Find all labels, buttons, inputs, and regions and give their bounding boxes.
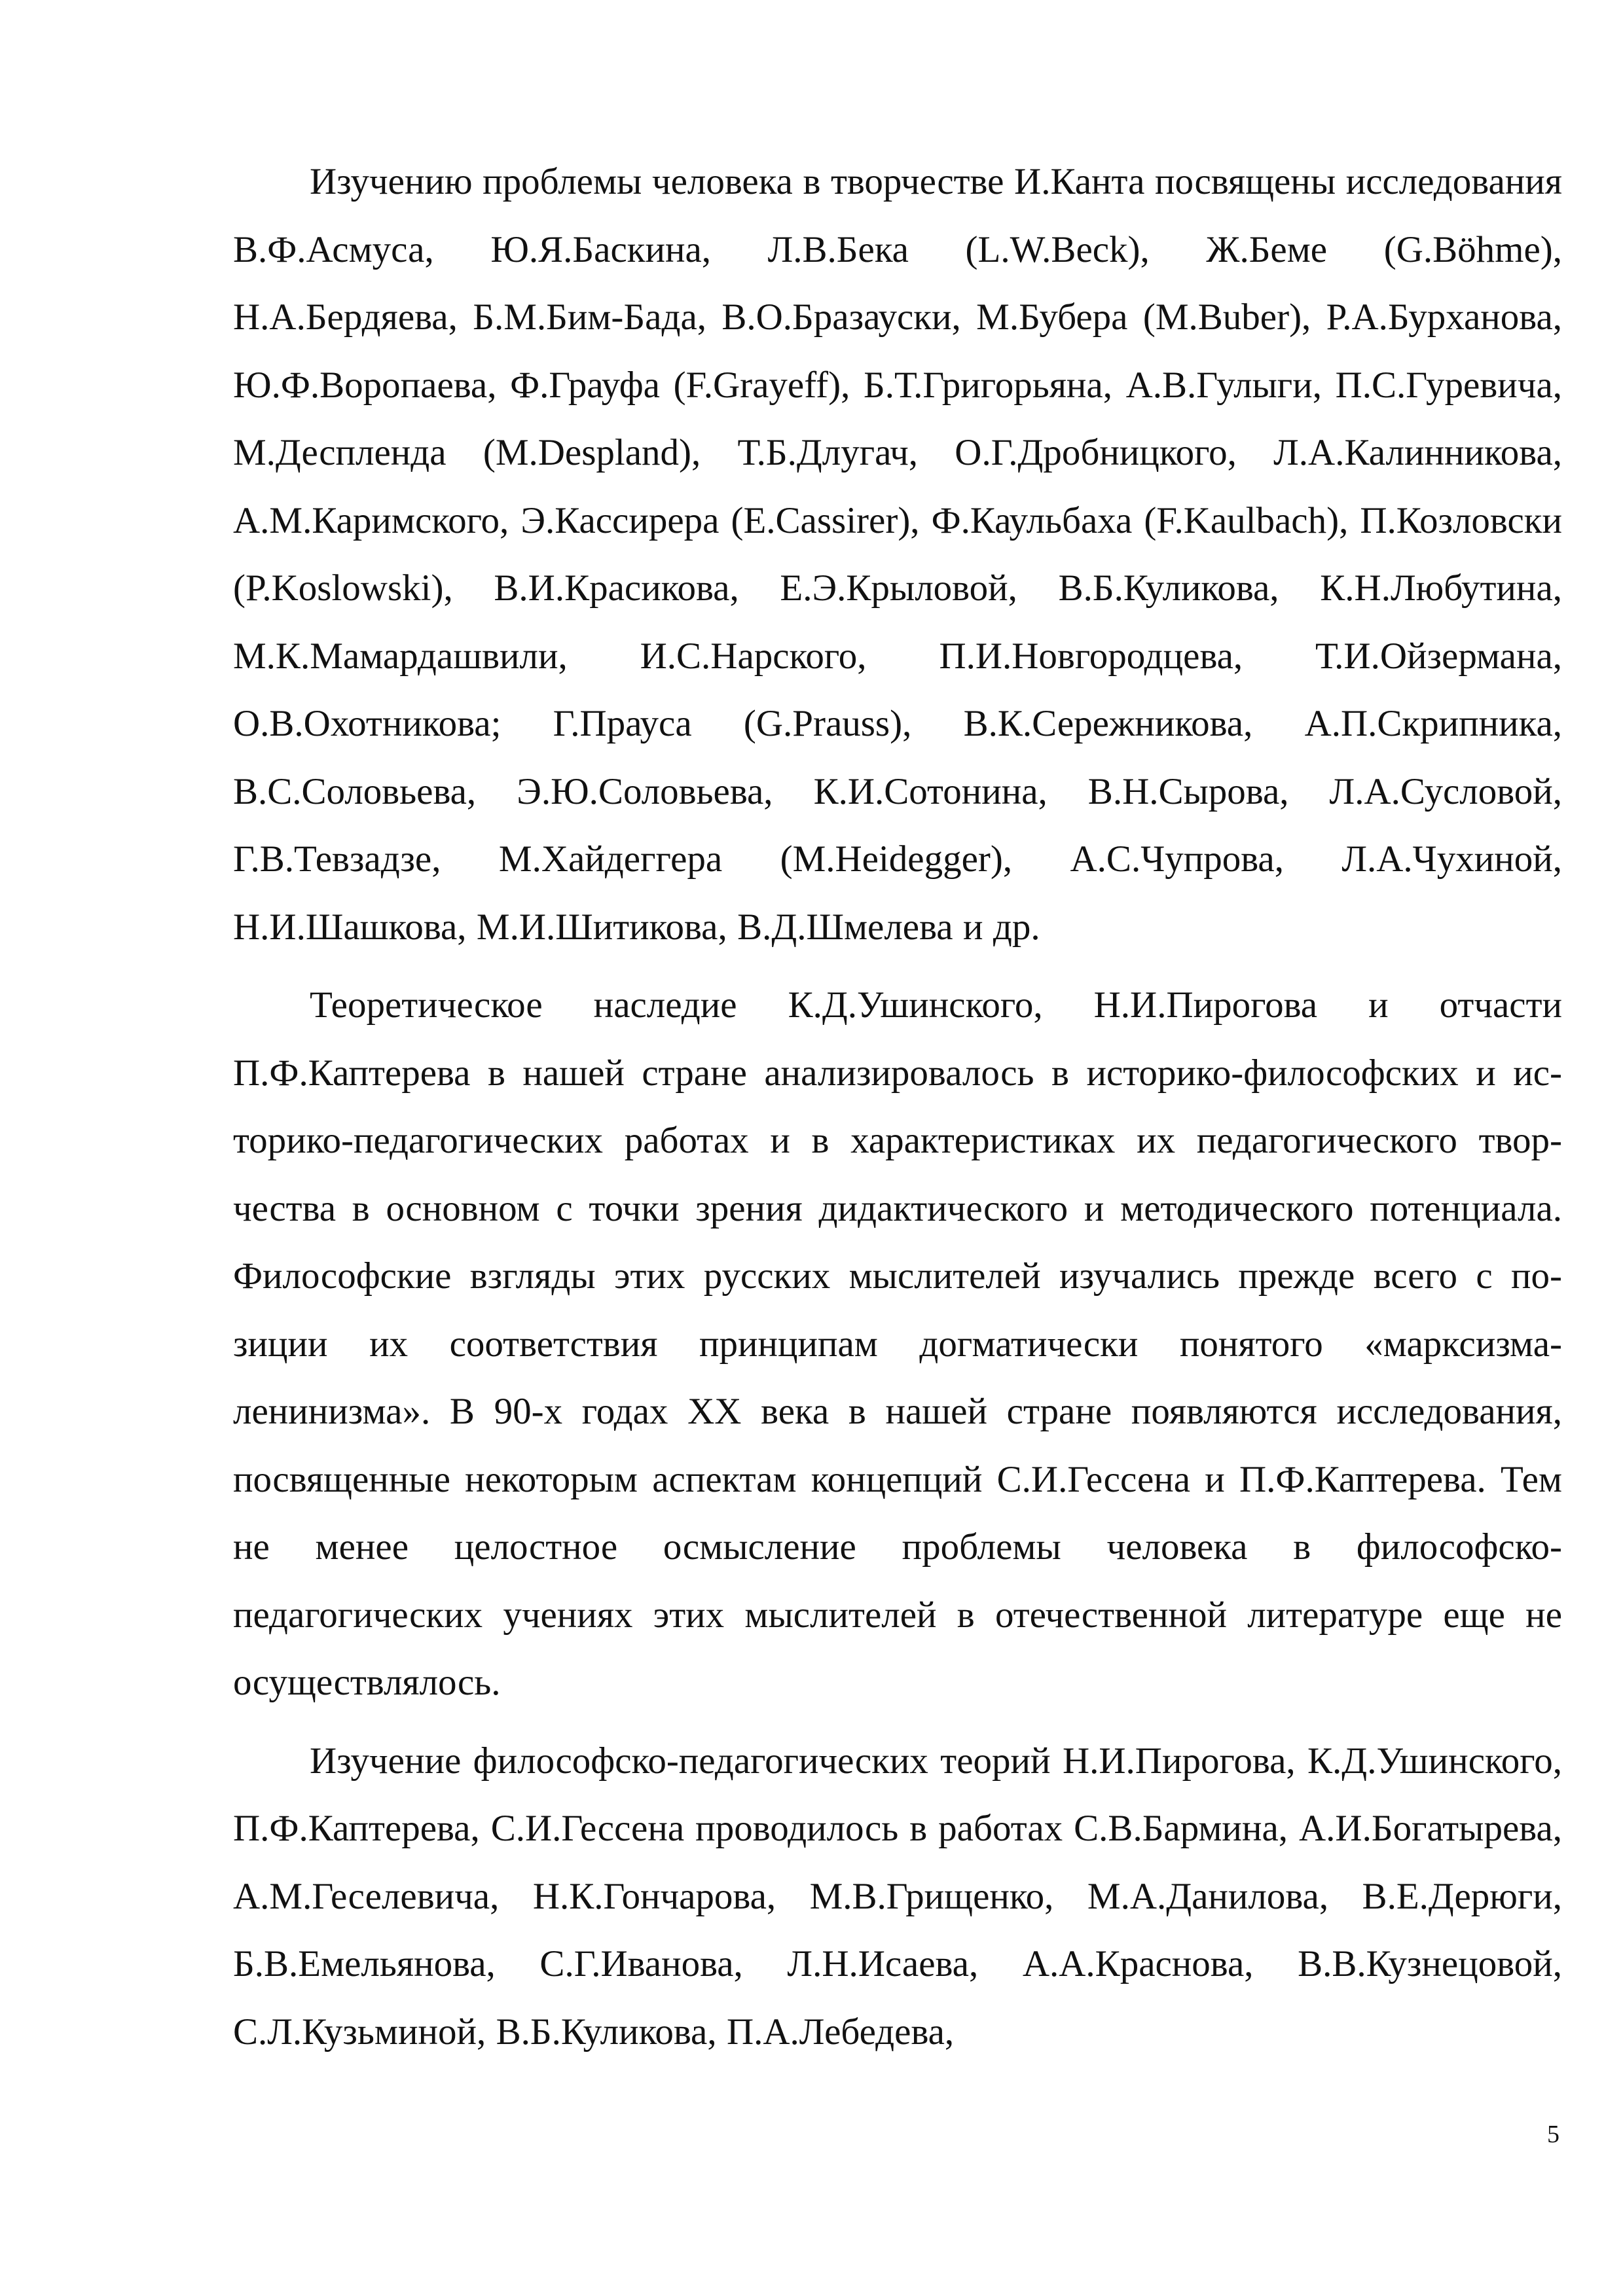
paragraph-theoretical-heritage: Теоретическое наследие К.Д.Ушинского, Н.И.Пирогова и отчасти П.Ф.Каптерева в нашей стране анализировалось в историко-философских и историко-педагогических работах и в характеристиках их педагогического творчества в основном с точки зрения дидактического и методического потенциала. Философские взгляды этих русских мыслителей изучались прежде всего с позиции их соответствия принципам догматически понятого «марксизма-ленинизма». В 90-х годах XX века в нашей стране появляются исследования, посвященные некоторым аспектам концепций С.И.Гессена и П.Ф.Каптерева. Тем не менее целостное осмысление проблемы человека в философско-педагогических учениях этих мыслителей в отечественной литературе еще не осуществлялось. xyxy=(233,984,1562,1703)
page-number: 5 xyxy=(1547,2121,1559,2148)
paragraph-kant-research: Изучению проблемы человека в творчестве И.Канта посвящены исследования В.Ф.Асмуса, Ю.Я.Баскина, Л.В.Бека (L.W.Beck), Ж.Беме (G.Böhme), Н.А.Бердяева, Б.М.Бим-Бада, В.О.Бразауски, М.Бубера (M.Buber), Р.А.Бурханова, Ю.Ф.Воропаева, Ф.Грауфа (F.Grayeff), Б.Т.Григорьяна, А.В.Гулыги, П.С.Гуревича, М.Деспленда (M.Despland), Т.Б.Длугач, О.Г.Дробницкого, Л.А.Калинникова, А.М.Каримского, Э.Кассирера (E.Cassirer), Ф.Каульбаха (F.Kaulbach), П.Козловски (P.Koslowski), В.И.Красикова, Е.Э.Крыловой, В.Б.Куликова, К.Н.Любутина, М.К.Мамардашвили, И.С.Нарского, П.И.Новгородцева, Т.И.Ойзермана, О.В.Охотникова; Г.Праусa (G.Prauss), В.К.Сережникова, А.П.Скрипника, В.С.Соловьева, Э.Ю.Соловьева, К.И.Сотонина, В.Н.Сырова, Л.А.Сусловой, Г.В.Тевзадзе, М.Хайдеггера (M.Heidegger), А.С.Чупрова, Л.А.Чухиной, Н.И.Шашкова, М.И.Шитикова, В.Д.Шмелева и др. xyxy=(233,161,1562,948)
paragraph-philosophical-pedagogical-theories: Изучение философско-педагогических теорий Н.И.Пирогова, К.Д.Ушинского, П.Ф.Каптерева, С.И.Гессена проводилось в работах С.В.Бармина, А.И.Богатырева, А.М.Геселевича, Н.К.Гончарова, М.В.Грищенко, М.А.Данилова, В.Е.Дерюги, Б.В.Емельянова, С.Г.Иванова, Л.Н.Исаева, А.А.Краснова, В.В.Кузнецовой, С.Л.Кузьминой, В.Б.Куликова, П.А.Лебедева, xyxy=(233,1740,1562,2053)
body-text xyxy=(233,148,1562,2066)
